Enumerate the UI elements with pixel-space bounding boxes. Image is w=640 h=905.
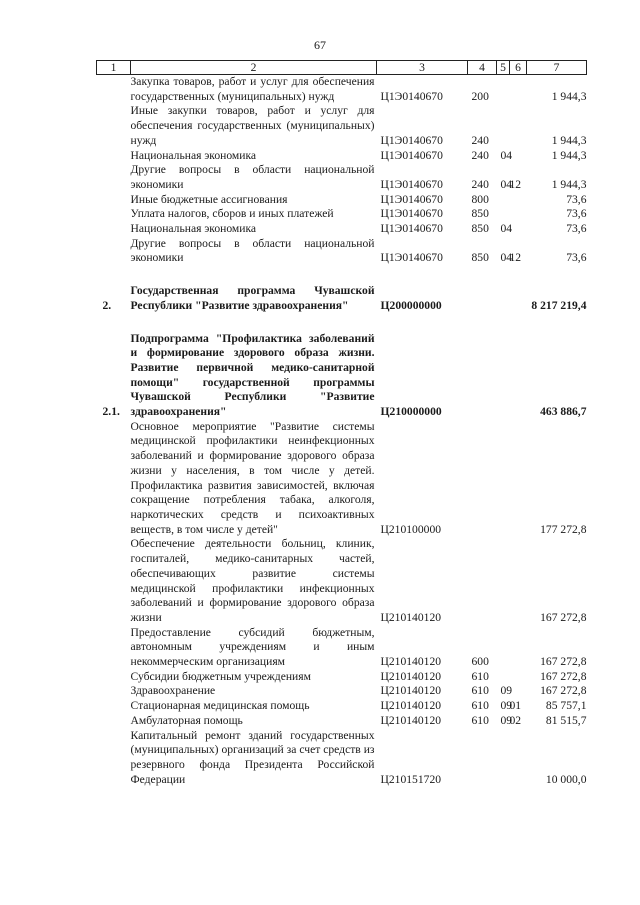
row-number [97, 149, 131, 164]
row-section: 09 [500, 713, 513, 727]
row-subsection: 12 [509, 177, 522, 191]
table-header [97, 61, 587, 75]
header-cell: 6 [510, 61, 527, 75]
row-name: Обеспечение деятельности больниц, клиник, госпиталей, медико-санитарных частей, обеспечивающих развитие системы медицинской профилактики инфекционных заболеваний и формирование здорового образа жизни [130, 537, 375, 624]
row-subsection [510, 193, 527, 208]
row-number [97, 104, 131, 148]
header-cell: 1 [97, 61, 131, 75]
row-amount: 73,6 [566, 207, 587, 221]
row-expense-type: 610 [471, 669, 489, 683]
row-expense-type: 610 [471, 684, 489, 698]
row-expense-type: 850 [471, 251, 489, 265]
table-body [97, 75, 587, 788]
row-expense-type: 200 [471, 89, 489, 103]
row-target-code: Ц210140120 [380, 669, 442, 683]
row-target-code: Ц1Э0140670 [380, 251, 443, 265]
row-name: Закупка товаров, работ и услуг для обеспечения государственных (муниципальных) нужд [130, 75, 375, 103]
row-amount: 73,6 [566, 222, 587, 236]
row-name: Иные закупки товаров, работ и услуг для обеспечения государственных (муниципальных) нужд [130, 104, 375, 147]
row-amount: 73,6 [566, 251, 587, 265]
row-name: Капитальный ремонт зданий государственных (муниципальных) организаций за счет средств из резервного фонда Президента Российской Федерации [130, 728, 375, 786]
table-row [97, 714, 587, 729]
row-amount: 10 000,0 [545, 772, 587, 786]
row-section [497, 670, 510, 685]
row-amount: 1 944,3 [551, 177, 587, 191]
table-row [97, 684, 587, 699]
row-subsection [510, 537, 527, 625]
row-subsection [510, 207, 527, 222]
table-row [97, 314, 587, 420]
row-expense-type [468, 729, 497, 788]
table-row [97, 193, 587, 208]
row-expense-type: 240 [471, 148, 489, 162]
row-expense-type: 240 [471, 177, 489, 191]
table-row [97, 266, 587, 313]
row-subsection: 12 [509, 251, 522, 265]
row-amount: 81 515,7 [545, 713, 587, 727]
row-target-code: Ц1Э0140670 [380, 133, 443, 147]
row-amount: 1 944,3 [551, 89, 587, 103]
row-target-code: Ц1Э0140670 [380, 148, 443, 162]
row-target-code: Ц210140120 [380, 713, 442, 727]
row-name: Субсидии бюджетным учреждениям [130, 669, 311, 683]
header-cell: 5 [497, 61, 510, 75]
row-section: 04 [500, 177, 513, 191]
header-cell: 7 [527, 61, 587, 75]
row-amount: 167 272,8 [540, 684, 587, 698]
table-row [97, 149, 587, 164]
row-amount: 1 944,3 [551, 133, 587, 147]
row-section [497, 207, 510, 222]
row-section [497, 626, 510, 670]
table-row [97, 75, 587, 105]
row-number [97, 684, 131, 699]
row-name: Стационарная медицинская помощь [130, 699, 310, 713]
row-subsection: 01 [509, 699, 522, 713]
row-section [497, 729, 510, 788]
row-expense-type: 850 [471, 222, 489, 236]
row-expense-type: 600 [471, 655, 489, 669]
row-section [497, 75, 510, 105]
row-name: Уплата налогов, сборов и иных платежей [130, 207, 334, 221]
row-target-code: Ц210140120 [380, 684, 442, 698]
row-number [97, 670, 131, 685]
table-row [97, 222, 587, 237]
header-cell: 4 [468, 61, 497, 75]
row-target-code: Ц210140120 [380, 655, 442, 669]
row-name: Национальная экономика [130, 222, 257, 236]
row-subsection [510, 104, 527, 148]
table-row [97, 207, 587, 222]
row-section [497, 104, 510, 148]
table-row [97, 163, 587, 192]
row-number [97, 420, 131, 538]
row-name: Основное мероприятие "Развитие системы медицинской профилактики неинфекционных заболеваний и формирование здорового образа жизни у населения, в том числе у детей. Профилактика развития зависимостей, включая сокращение потребления табака, алкоголя, наркотических средств и психоактивных веществ, в том числе у детей" [130, 419, 375, 536]
row-amount: 73,6 [566, 192, 587, 206]
row-section: 09 [500, 699, 513, 713]
row-section: 04 [500, 251, 513, 265]
row-subsection [510, 266, 527, 313]
row-number [97, 537, 131, 625]
row-subsection [510, 729, 527, 788]
row-section [497, 314, 510, 420]
row-section [497, 193, 510, 208]
table-row [97, 670, 587, 685]
row-expense-type [468, 537, 497, 625]
row-amount: 1 944,3 [551, 148, 587, 162]
row-expense-type [468, 266, 497, 313]
row-amount: 167 272,8 [540, 655, 587, 669]
row-name: Амбулаторная помощь [130, 713, 243, 727]
row-number [97, 714, 131, 729]
row-subsection [510, 626, 527, 670]
row-target-code: Ц1Э0140670 [380, 177, 443, 191]
row-expense-type: 610 [471, 713, 489, 727]
row-name: Национальная экономика [130, 148, 257, 162]
table-row [97, 626, 587, 670]
row-amount: 167 272,8 [540, 669, 587, 683]
table-row [97, 537, 587, 625]
row-amount: 85 757,1 [545, 699, 587, 713]
row-number [97, 626, 131, 670]
row-name: Иные бюджетные ассигнования [130, 192, 288, 206]
table-row [97, 699, 587, 714]
row-amount: 8 217 219,4 [531, 298, 587, 312]
row-target-code: Ц1Э0140670 [380, 222, 443, 236]
row-name: Здравоохранение [130, 684, 216, 698]
table-row [97, 420, 587, 538]
row-subsection [510, 420, 527, 538]
row-target-code: Ц1Э0140670 [380, 89, 443, 103]
row-number [97, 729, 131, 788]
row-number [97, 75, 131, 105]
row-target-code: Ц210000000 [380, 405, 442, 419]
row-number [97, 699, 131, 714]
row-name: Подпрограмма "Профилактика заболеваний и формирование здорового образа жизни. Развитие первичной медико-санитарной помощи" государственной программы Чувашской Республики "Развитие здравоохранения" [130, 331, 375, 419]
row-target-code: Ц1Э0140670 [380, 207, 443, 221]
row-section: 04 [500, 148, 513, 162]
row-number [97, 222, 131, 237]
row-name: Другие вопросы в области национальной экономики [130, 236, 375, 265]
row-target-code: Ц200000000 [380, 298, 442, 312]
row-expense-type: 850 [471, 207, 489, 221]
row-target-code: Ц1Э0140670 [380, 192, 443, 206]
row-number: 2.1. [102, 405, 120, 419]
row-expense-type: 800 [471, 192, 489, 206]
row-section [497, 420, 510, 538]
row-expense-type: 240 [471, 133, 489, 147]
row-number [97, 237, 131, 266]
row-name: Государственная программа Чувашской Республики "Развитие здравоохранения" [130, 284, 375, 312]
budget-table [96, 60, 587, 787]
row-expense-type [468, 420, 497, 538]
row-section: 04 [500, 222, 513, 236]
row-number [97, 193, 131, 208]
row-section: 09 [500, 684, 513, 698]
row-name: Другие вопросы в области национальной экономики [130, 163, 375, 191]
row-subsection [510, 314, 527, 420]
row-number: 2. [102, 298, 112, 312]
row-amount: 167 272,8 [540, 610, 587, 624]
row-amount: 463 886,7 [540, 405, 587, 419]
header-cell: 3 [377, 61, 468, 75]
row-section [497, 266, 510, 313]
row-target-code: Ц210140120 [380, 610, 442, 624]
row-target-code: Ц210151720 [380, 772, 442, 786]
row-number [97, 207, 131, 222]
row-name: Предоставление субсидий бюджетным, автономным учреждениям и иным некоммерческим организациям [130, 625, 375, 669]
row-target-code: Ц210100000 [380, 522, 442, 536]
row-expense-type [468, 314, 497, 420]
row-number [97, 163, 131, 192]
row-subsection [510, 670, 527, 685]
row-subsection: 02 [509, 713, 522, 727]
row-section [497, 537, 510, 625]
table-row [97, 237, 587, 266]
page-number: 67 [314, 38, 326, 52]
table-row [97, 104, 587, 148]
row-expense-type: 610 [471, 699, 489, 713]
row-amount: 177 272,8 [540, 522, 587, 536]
table-row [97, 729, 587, 788]
row-target-code: Ц210140120 [380, 699, 442, 713]
header-cell: 2 [131, 61, 377, 75]
row-subsection [510, 75, 527, 105]
